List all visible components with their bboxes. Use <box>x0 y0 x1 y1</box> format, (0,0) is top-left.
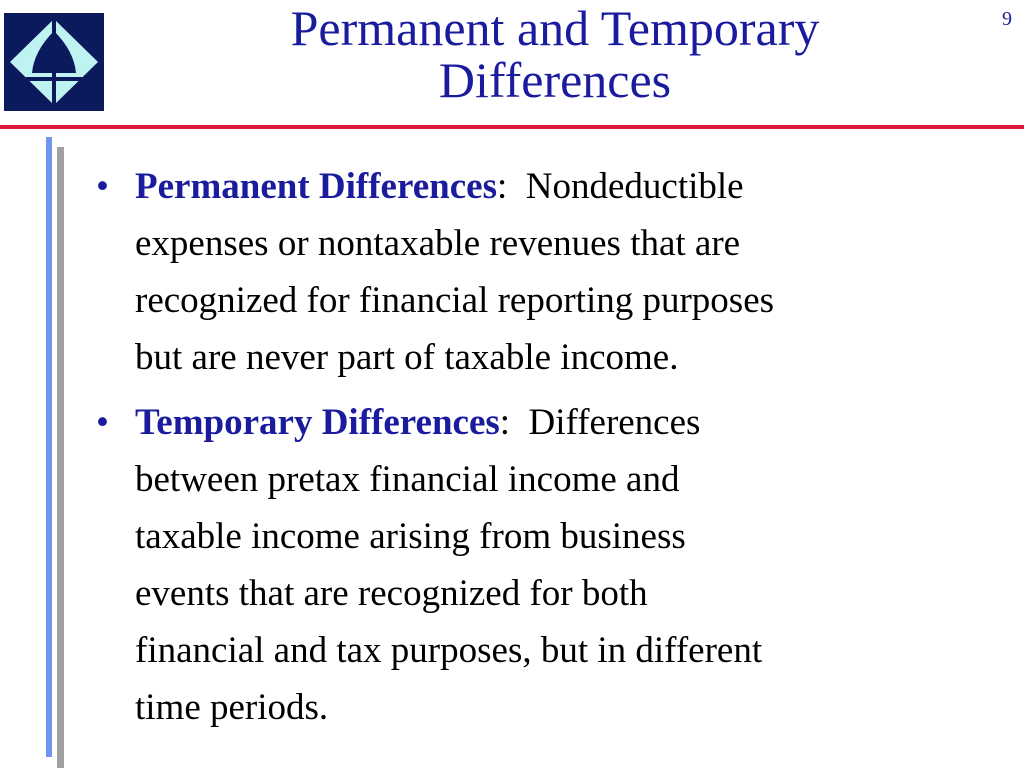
bullet-line: taxable income arising from business <box>135 516 686 557</box>
bullet-line <box>135 394 970 451</box>
bullet-line: financial and tax purposes, but in different <box>135 630 763 671</box>
bullet-line: between pretax financial income and <box>135 459 680 500</box>
bullet-marker: • <box>96 166 109 207</box>
page-number: 9 <box>1002 8 1012 30</box>
bullet-temporary-differences <box>90 394 970 736</box>
slide-title-line-1: Permanent and Temporary <box>290 0 820 56</box>
title-divider <box>0 125 1024 129</box>
bullet-text: Differences <box>510 402 701 443</box>
bullet-marker: • <box>96 402 109 443</box>
slide-title-line-2: Differences <box>438 52 672 108</box>
left-accent-bar-blue <box>46 137 52 757</box>
bullet-separator: : <box>499 402 511 443</box>
bullet-line: events that are recognized for both <box>135 573 648 614</box>
bullet-term: Permanent Differences <box>135 166 497 207</box>
bullet-line <box>135 158 970 215</box>
bullet-line: expenses or nontaxable revenues that are <box>135 223 741 264</box>
bullet-text: Nondeductible <box>507 166 744 207</box>
bullet-list <box>90 158 970 744</box>
bullet-separator: : <box>496 166 508 207</box>
left-accent-bar-gray <box>57 147 64 768</box>
bullet-term: Temporary Differences <box>135 402 500 443</box>
bullet-line: but are never part of taxable income. <box>135 337 679 378</box>
bullet-line: recognized for financial reporting purposes <box>135 280 775 321</box>
bullet-permanent-differences <box>90 158 970 386</box>
bullet-line: time periods. <box>135 687 329 728</box>
diamond-sail-logo-icon <box>4 13 104 111</box>
slide-title <box>120 2 990 106</box>
